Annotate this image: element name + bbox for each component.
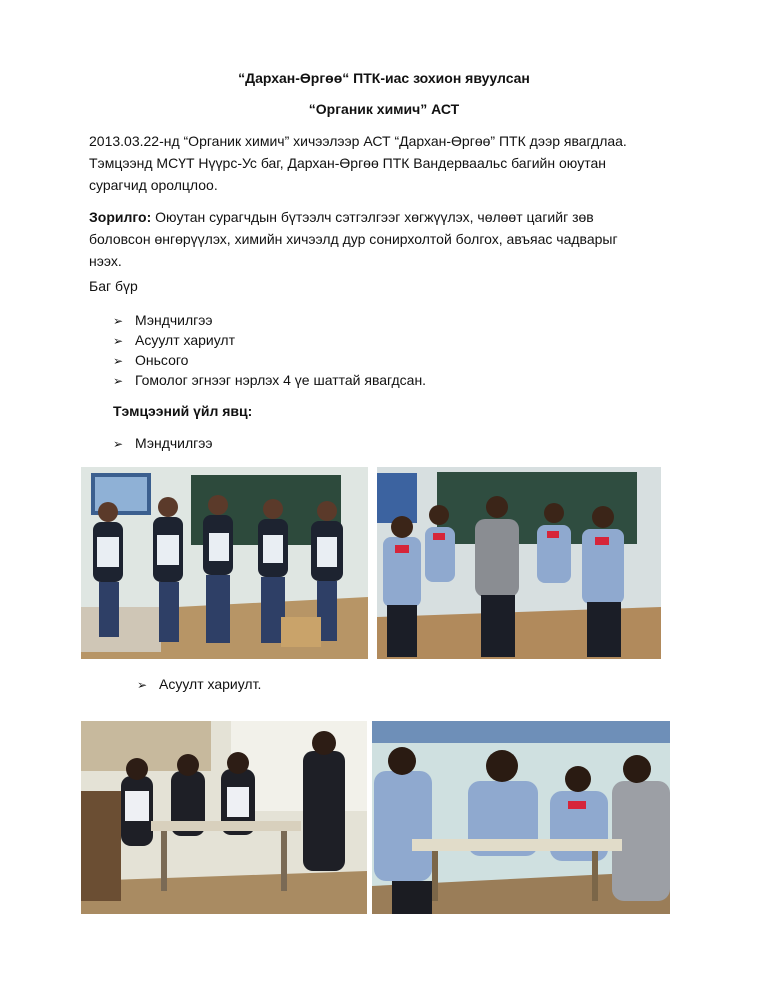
intro-line-3: сурагчид оролцлоо. bbox=[89, 177, 218, 193]
goal-line-2: боловсон өнгөрүүлэх, химийн хичээлд дур сонирхолтой болгох, авъяас чадварыг bbox=[89, 231, 618, 247]
section-greeting-label: Мэндчилгээ bbox=[135, 435, 213, 451]
goal-line-3: нээх. bbox=[89, 253, 122, 269]
goal-text-1: Оюутан сурагчдын бүтээлч сэтгэлгээг хөгжүүлэх, чөлөөт цагийг зөв bbox=[155, 209, 594, 225]
arrow-bullet-icon: ➢ bbox=[113, 437, 124, 451]
intro-line-1: 2013.03.22-нд “Органик химич” хичээлээр АСТ “Дархан-Өргөө” ПТК дээр явагдлаа. bbox=[89, 133, 627, 149]
section-qa bbox=[137, 676, 261, 692]
goal-paragraph bbox=[89, 206, 677, 272]
arrow-bullet-icon: ➢ bbox=[113, 374, 124, 388]
list-item bbox=[113, 350, 426, 370]
greeting-photo-2 bbox=[377, 467, 661, 659]
list-item-label: Оньсого bbox=[135, 352, 189, 368]
qa-photo-2 bbox=[372, 721, 670, 914]
document-subtitle: “Органик химич” АСТ bbox=[308, 101, 460, 117]
list-item-label: Асуулт хариулт bbox=[135, 332, 236, 348]
greeting-photo-1 bbox=[81, 467, 368, 659]
arrow-bullet-icon: ➢ bbox=[113, 314, 124, 328]
section-greeting bbox=[113, 435, 213, 451]
stages-heading: Баг бүр bbox=[89, 278, 138, 294]
list-item-label: Мэндчилгээ bbox=[135, 312, 213, 328]
list-item bbox=[113, 330, 426, 350]
intro-paragraph bbox=[89, 130, 677, 196]
process-heading: Тэмцээний үйл явц: bbox=[113, 403, 253, 419]
goal-line-1 bbox=[89, 206, 677, 228]
section-qa-label: Асуулт хариулт. bbox=[159, 676, 262, 692]
qa-photo-1 bbox=[81, 721, 367, 914]
list-item bbox=[113, 370, 426, 390]
intro-line-2: Тэмцээнд МСҮТ Нүүрс-Ус баг, Дархан-Өргөө ПТК Вандерваальс багийн оюутан bbox=[89, 155, 607, 171]
list-item-label: Гомолог эгнээг нэрлэх 4 үе шаттай явагдсан. bbox=[135, 372, 427, 388]
arrow-bullet-icon: ➢ bbox=[137, 678, 148, 692]
goal-label: Зорилго: bbox=[89, 209, 152, 225]
arrow-bullet-icon: ➢ bbox=[113, 354, 124, 368]
arrow-bullet-icon: ➢ bbox=[113, 334, 124, 348]
stages-list bbox=[113, 310, 426, 390]
list-item bbox=[113, 310, 426, 330]
document-title: “Дархан-Өргөө“ ПТК-иас зохион явуулсан bbox=[238, 70, 530, 86]
